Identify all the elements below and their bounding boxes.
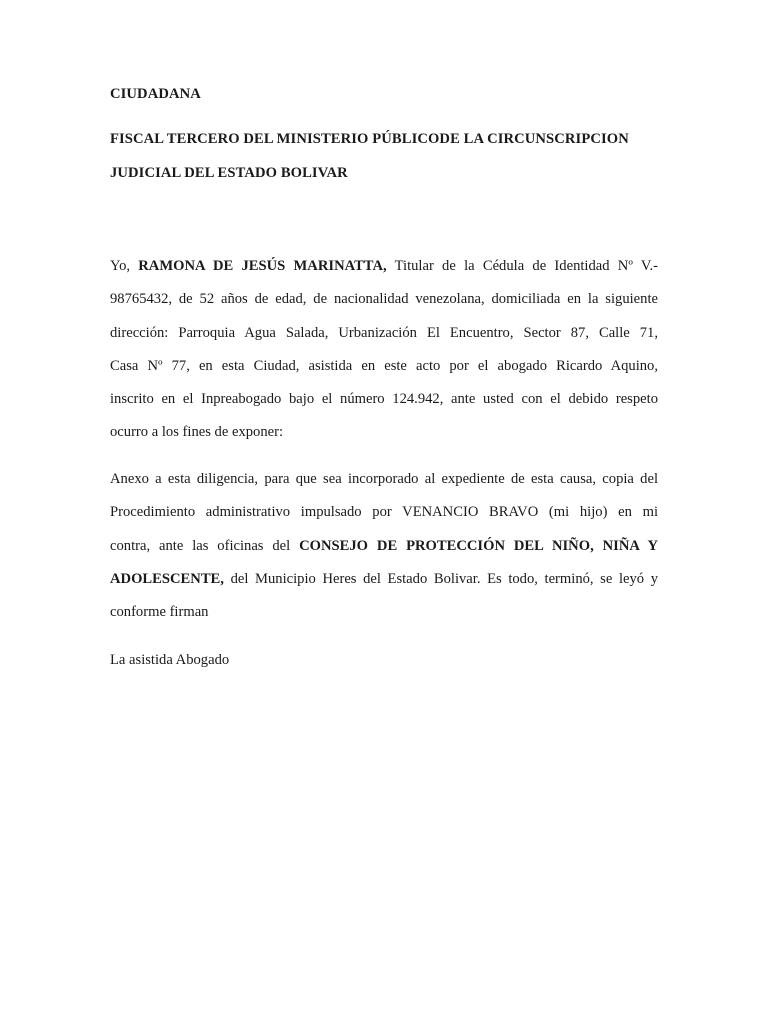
- applicant-name: RAMONA DE JESÚS MARINATTA,: [138, 258, 387, 274]
- statement-line-4: Casa Nº 77, en esta Ciudad, asistida en este acto por el abogado Ricardo Aquino,: [110, 357, 658, 374]
- council-name: CONSEJO DE PROTECCIÓN DEL NIÑO, NIÑA Y: [299, 537, 658, 554]
- annex-line-3: [110, 530, 658, 563]
- annex-line-4: [110, 563, 658, 596]
- annex-line-5: conforme firman: [110, 604, 209, 621]
- recipient-title-line-1: FISCAL TERCERO DEL MINISTERIO PÚBLICODE LA CIRCUNSCRIPCION: [110, 131, 629, 147]
- statement-line-2: 98765432, de 52 años de edad, de nacionalidad venezolana, domiciliada en la siguiente: [110, 291, 658, 308]
- statement-line-5: inscrito en el Inpreabogado bajo el número 124.942, ante usted con el debido respeto: [110, 391, 658, 408]
- addressee-heading: CIUDADANA: [110, 86, 201, 102]
- statement-line-6: ocurro a los fines de exponer:: [110, 424, 284, 441]
- council-name-cont: ADOLESCENTE,: [110, 570, 224, 587]
- statement-paragraph: [110, 250, 658, 450]
- annex-paragraph: [110, 463, 658, 629]
- statement-line-1: [110, 250, 658, 283]
- statement-line-3: dirección: Parroquia Agua Salada, Urbanización El Encuentro, Sector 87, Calle 71,: [110, 324, 658, 341]
- annex-line-1: Anexo a esta diligencia, para que sea incorporado al expediente de esta causa, copia del: [110, 471, 658, 487]
- recipient-title-line-2: JUDICIAL DEL ESTADO BOLIVAR: [110, 165, 348, 181]
- statement-intro: Yo,: [110, 258, 139, 274]
- annex-line-2: Procedimiento administrativo impulsado por VENANCIO BRAVO (mi hijo) en mi: [110, 504, 658, 521]
- annex-line-4-text: del Municipio Heres del Estado Bolivar. Es todo, terminó, se leyó y: [223, 570, 658, 587]
- statement-id-text: Titular de la Cédula de Identidad Nº V.-: [386, 258, 658, 274]
- annex-line-3-text: contra, ante las oficinas del: [110, 537, 300, 554]
- signature-labels: La asistida Abogado: [110, 652, 230, 668]
